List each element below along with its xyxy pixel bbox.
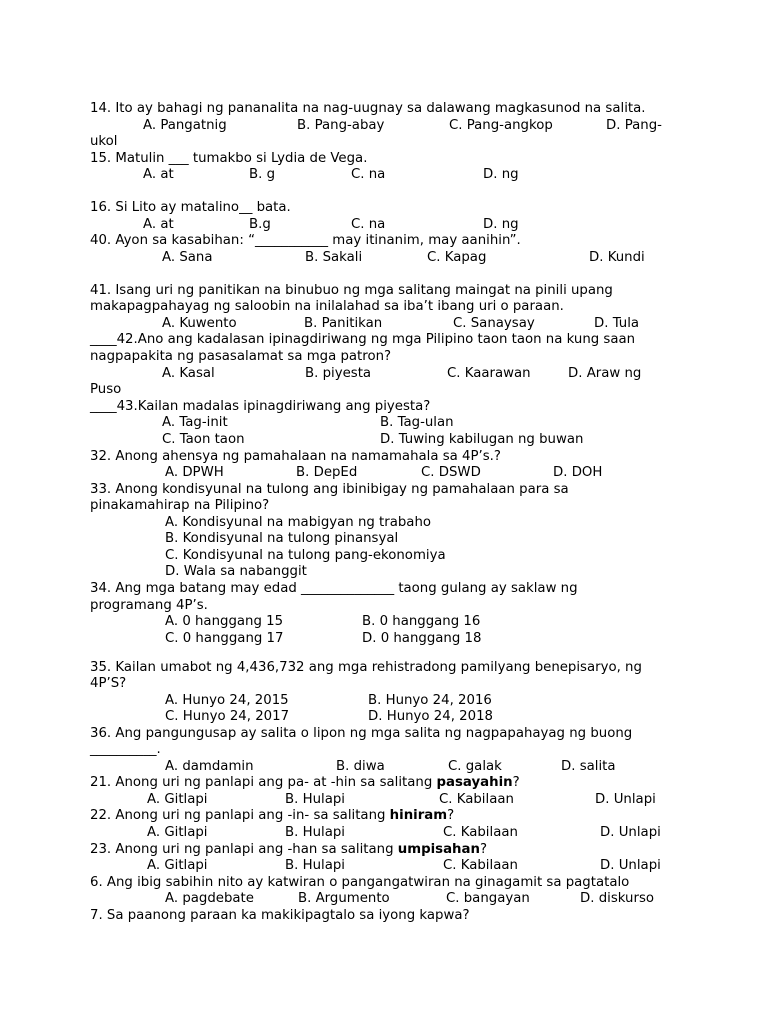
answer-choice: C. Kabilaan <box>439 792 514 807</box>
text-run: 35. Kailan umabot ng 4,436,732 ang mga rehistradong pamilyang benepisaryo, ng <box>90 660 642 675</box>
answer-choice: A. Gitlapi <box>147 825 208 840</box>
answer-choice: A. Hunyo 24, 2015 <box>165 693 289 708</box>
answer-choice: C. Kabilaan <box>443 825 518 840</box>
answer-choice: D. Unlapi <box>600 825 661 840</box>
question-text-q15 <box>90 150 367 167</box>
text-run: 33. Anong kondisyunal na tulong ang ibinibigay ng pamahalaan para sa <box>90 482 569 497</box>
question-text-q36a <box>90 725 632 742</box>
text-run: 40. Ayon sa kasabihan: “___________ may itinanim, may aanihin”. <box>90 233 521 248</box>
answer-choice: D. Kundi <box>589 250 645 265</box>
question-text-q35b <box>90 675 126 692</box>
text-run: 21. Anong uri ng panlapi ang pa- at -hin sa salitang <box>90 775 437 790</box>
answer-choice: D. Tula <box>594 316 640 331</box>
answer-choice: C. Kabilaan <box>443 858 518 873</box>
answer-choice: C. Pang-angkop <box>449 118 553 133</box>
text-run: 16. Si Lito ay matalino__ bata. <box>90 200 291 215</box>
text-run: ____43.Kailan madalas ipinagdiriwang ang piyesta? <box>90 399 431 414</box>
answer-choice: B. Hunyo 24, 2016 <box>368 693 492 708</box>
text-run: 34. Ang mga batang may edad ______________ taong gulang ay saklaw ng <box>90 581 578 596</box>
answer-choice: B. diwa <box>336 759 385 774</box>
text-run: 36. Ang pangungusap ay salita o lipon ng mga salita ng nagpapahayag ng buong <box>90 726 633 741</box>
answer-choice: A. Gitlapi <box>147 792 208 807</box>
question-text-q34a <box>90 580 578 597</box>
answer-choice: D. Pang- <box>606 118 662 133</box>
answer-choice: A. Kasal <box>162 366 215 381</box>
answer-choice: C. 0 hanggang 17 <box>165 631 284 646</box>
answer-choice: D. Tuwing kabilugan ng buwan <box>380 432 584 447</box>
question-text-q32 <box>90 448 501 465</box>
question-text-q16 <box>90 199 291 216</box>
text-run: 32. Anong ahensya ng pamahalaan na namamahala sa 4P’s.? <box>90 449 501 464</box>
text-run: ____42.Ano ang kadalasan ipinagdiriwang ng mga Pilipino taon taon na kung saan <box>90 332 636 347</box>
text-run: 4P’S? <box>90 676 127 691</box>
question-text-q36b <box>90 741 161 758</box>
text-run: nagpapakita ng pasasalamat sa mga patron? <box>90 349 392 364</box>
question-text-q14w <box>90 133 117 150</box>
question-text-q41a <box>90 282 613 299</box>
answer-choice: A. at <box>143 167 174 182</box>
question-text-q34b <box>90 597 208 614</box>
answer-choice: B. Kondisyunal na tulong pinansyal <box>165 531 399 546</box>
question-text-q41b <box>90 298 564 315</box>
answer-choice: D. DOH <box>553 465 603 480</box>
question-text-q23 <box>90 841 487 858</box>
answer-choice: B. Hulapi <box>285 858 345 873</box>
text-run: ? <box>512 775 520 790</box>
answer-choice: C. Kapag <box>427 250 487 265</box>
answer-choice: C. Sanaysay <box>453 316 535 331</box>
text-run: ukol <box>90 134 118 149</box>
answer-choice: A. Gitlapi <box>147 858 208 873</box>
answer-choice: D. 0 hanggang 18 <box>362 631 482 646</box>
answer-choice: D. diskurso <box>580 891 655 906</box>
answer-choice: D. Araw ng <box>568 366 642 381</box>
answer-choice: B. Panitikan <box>304 316 383 331</box>
answer-choice: D. Hunyo 24, 2018 <box>368 709 493 724</box>
answer-choice: A. Kuwento <box>162 316 237 331</box>
answer-choice: D. Unlapi <box>600 858 661 873</box>
answer-choice: D. ng <box>483 167 519 182</box>
text-run: 22. Anong uri ng panlapi ang -in- sa salitang <box>90 808 390 823</box>
question-text-q35a <box>90 659 642 676</box>
answer-choice: D. ng <box>483 217 519 232</box>
answer-choice: B. Hulapi <box>285 825 345 840</box>
text-run: __________. <box>90 742 161 757</box>
bold-word: pasayahin <box>436 775 513 790</box>
text-run: ? <box>479 842 488 857</box>
answer-choice: B. g <box>249 167 276 182</box>
text-run: makapagpahayag ng saloobin na inilalahad sa iba’t ibang uri o paraan. <box>90 299 564 314</box>
bold-word: hiniram <box>389 808 448 823</box>
answer-choice: A. at <box>143 217 174 232</box>
text-run: 6. Ang ibig sabihin nito ay katwiran o pangangatwiran na ginagamit sa pagtatalo <box>90 875 630 890</box>
text-run: 41. Isang uri ng panitikan na binubuo ng mga salitang maingat na pinili upang <box>90 283 613 298</box>
answer-choice: A. DPWH <box>165 465 224 480</box>
question-text-q6 <box>90 874 629 891</box>
question-text-q33b <box>90 497 269 514</box>
answer-choice: C. Kondisyunal na tulong pang-ekonomiya <box>165 548 446 563</box>
text-run: 7. Sa paanong paraan ka makikipagtalo sa iyong kapwa? <box>90 908 470 923</box>
answer-choice: A. 0 hanggang 15 <box>165 614 284 629</box>
question-text-q40 <box>90 232 521 249</box>
answer-choice: D. salita <box>561 759 616 774</box>
text-run: pinakamahirap na Pilipino? <box>90 498 270 513</box>
answer-choice: B. 0 hanggang 16 <box>362 614 481 629</box>
answer-choice: B. Sakali <box>305 250 363 265</box>
text-run: ? <box>447 808 455 823</box>
answer-choice: C. Hunyo 24, 2017 <box>165 709 290 724</box>
answer-choice: C. bangayan <box>446 891 530 906</box>
answer-choice: C. Taon taon <box>162 432 245 447</box>
answer-choice: D. Wala sa nabanggit <box>165 564 307 579</box>
text-run: 14. Ito ay bahagi ng pananalita na nag-uugnay sa dalawang magkasunod na salita. <box>90 101 646 116</box>
question-text-q42a <box>90 331 635 348</box>
question-text-q42w <box>90 381 121 398</box>
answer-choice: D. Unlapi <box>595 792 656 807</box>
question-text-q7 <box>90 907 470 924</box>
answer-choice: B. DepEd <box>296 465 358 480</box>
bold-word: umpisahan <box>397 842 480 857</box>
answer-choice: B. piyesta <box>305 366 372 381</box>
answer-choice: B.g <box>249 217 271 232</box>
answer-choice: C. Kaarawan <box>447 366 531 381</box>
answer-choice: B. Hulapi <box>285 792 345 807</box>
answer-choice: B. Pang-abay <box>297 118 385 133</box>
answer-choice: B. Argumento <box>298 891 390 906</box>
answer-choice: A. damdamin <box>165 759 254 774</box>
answer-choice: C. DSWD <box>421 465 481 480</box>
answer-choice: A. pagdebate <box>165 891 254 906</box>
answer-choice: C. na <box>351 167 386 182</box>
question-text-q43 <box>90 398 430 415</box>
answer-choice: A. Pangatnig <box>143 118 227 133</box>
answer-choice: A. Kondisyunal na mabigyan ng trabaho <box>165 515 432 530</box>
question-text-q33a <box>90 481 569 498</box>
answer-choice: B. Tag-ulan <box>380 415 454 430</box>
question-text-q14 <box>90 100 645 117</box>
text-run: 23. Anong uri ng panlapi ang -han sa salitang <box>90 842 398 857</box>
text-run: Puso <box>90 382 122 397</box>
text-run: programang 4P’s. <box>90 598 208 613</box>
question-text-q21 <box>90 774 520 791</box>
answer-choice: A. Tag-init <box>162 415 228 430</box>
answer-choice: C. galak <box>448 759 502 774</box>
question-text-q42b <box>90 348 391 365</box>
question-text-q22 <box>90 807 454 824</box>
answer-choice: C. na <box>351 217 386 232</box>
answer-choice: A. Sana <box>162 250 213 265</box>
text-run: 15. Matulin ___ tumakbo si Lydia de Vega. <box>90 151 368 166</box>
